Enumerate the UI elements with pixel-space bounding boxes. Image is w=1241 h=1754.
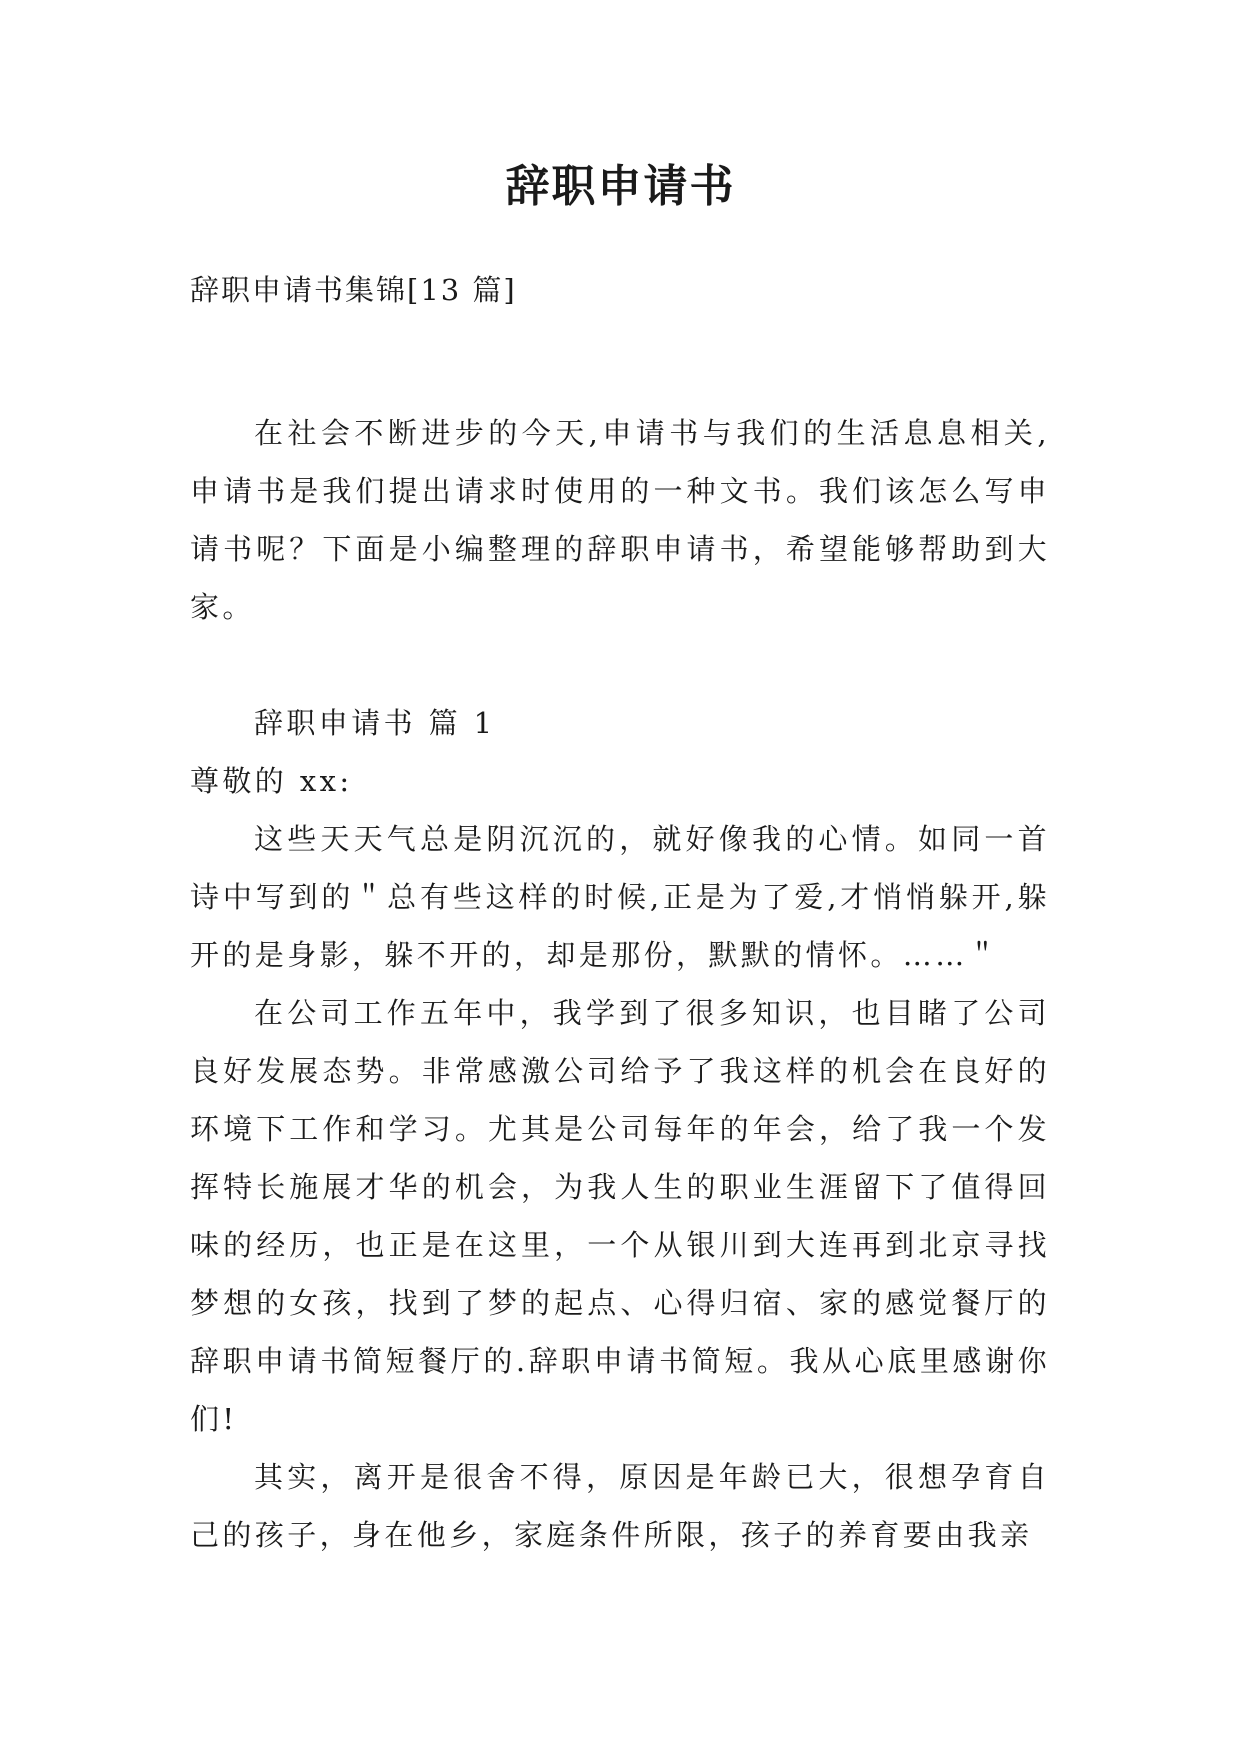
document-title: 辞职申请书 bbox=[505, 161, 736, 212]
section-heading: 辞职申请书 篇 1 bbox=[254, 706, 496, 740]
document-body bbox=[190, 404, 1050, 1564]
body-paragraph: 其实，离开是很舍不得，原因是年龄已大，很想孕育自己的孩子，身在他乡，家庭条件所限，孩子的养育要由我亲 bbox=[190, 1460, 1050, 1552]
intro-paragraph: 在社会不断进步的今天,申请书与我们的生活息息相关,申请书是我们提出请求时使用的一种文书。我们该怎么写申请书呢？下面是小编整理的辞职申请书，希望能够帮助到大家。 bbox=[190, 416, 1050, 624]
body-paragraph: 在公司工作五年中，我学到了很多知识，也目睹了公司良好发展态势。非常感激公司给予了我这样的机会在良好的环境下工作和学习。尤其是公司每年的年会，给了我一个发挥特长施展才华的机会，为我人生的职业生涯留下了值得回味的经历，也正是在这里，一个从银川到大连再到北京寻找梦想的女孩，找到了梦的起点、心得归宿、家的感觉餐厅的辞职申请书简短餐厅的.辞职申请书简短。我从心底里感谢你们! bbox=[190, 996, 1050, 1436]
document-subtitle: 辞职申请书集锦[13 篇] bbox=[190, 273, 517, 307]
body-paragraph: 这些天天气总是阴沉沉的，就好像我的心情。如同一首诗中写到的＂总有些这样的时候,正是为了爱,才悄悄躲开,躲开的是身影，躲不开的，却是那份，默默的情怀。……＂ bbox=[190, 822, 1050, 972]
letter-greeting: 尊敬的 xx: bbox=[190, 764, 353, 798]
